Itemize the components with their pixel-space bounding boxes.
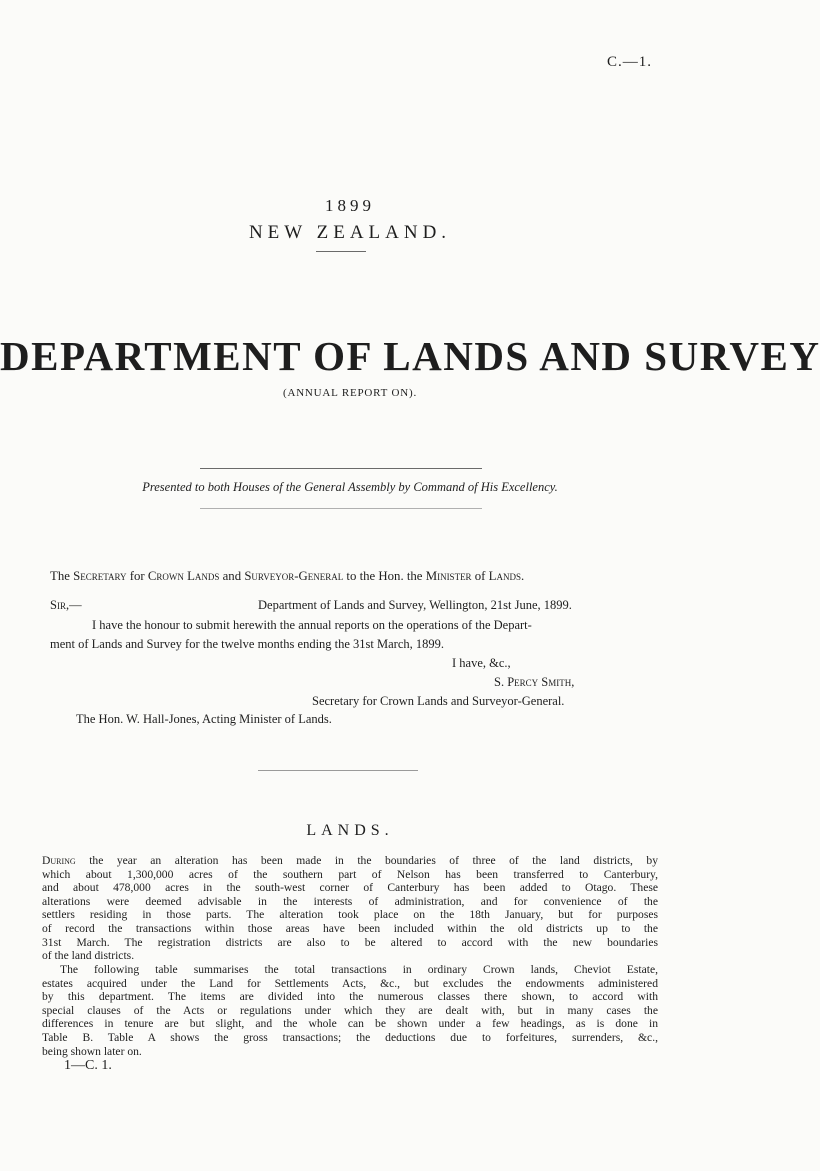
country-title: NEW ZEALAND. (248, 222, 452, 243)
report-year: 1899 (325, 196, 375, 215)
paragraph-line: The following table summarises the total transactions in ordinary Crown lands, Cheviot Estate, (60, 963, 658, 976)
paragraph-2 (42, 963, 658, 1058)
document-subtitle: (ANNUAL REPORT ON). (282, 387, 417, 399)
letter-body-line: ment of Lands and Survey for the twelve months ending the 31st March, 1899. (50, 637, 445, 651)
divider (200, 468, 482, 469)
signature: S. Percy Smith, (494, 675, 575, 689)
paragraph-line: special clauses of the Acts or regulations under which they are dealt with, but in many cases the (42, 1003, 658, 1017)
document-title: DEPARTMENT OF LANDS AND SURVEY (0, 333, 820, 379)
paragraph-line: During the year an alteration has been made in the boundaries of three of the land districts, by (42, 854, 658, 867)
section-heading: LANDS. (306, 822, 394, 839)
paragraph-1 (42, 854, 658, 963)
addressee: The Hon. W. Hall-Jones, Acting Minister of Lands. (76, 712, 332, 726)
paragraph-line: differences in tenure are but slight, and the whole can be shown under a few headings, as is done in (42, 1017, 658, 1031)
letter-address: Department of Lands and Survey, Wellington, 21st June, 1899. (258, 598, 572, 612)
paragraph-line: of the land districts. (42, 949, 135, 963)
page-signature: 1—C. 1. (64, 1058, 112, 1073)
paragraph-line: being shown later on. (42, 1044, 142, 1058)
paragraph-line: estates acquired under the Land for Settlements Acts, &c., but excludes the endowments administered (42, 976, 658, 990)
paragraph-line: Table B. Table A shows the gross transactions; the deductions due to forfeitures, surrenders, &c., (42, 1030, 658, 1044)
paragraph-line: of record the transactions within those areas have been included within the old districts up to the (42, 921, 658, 935)
paragraph-line: and about 478,000 acres in the south-west corner of Canterbury has been added to Otago. These (42, 881, 658, 895)
divider (258, 770, 418, 771)
paragraph-line: 31st March. The registration districts are also to be altered to accord with the new boundaries (42, 935, 658, 949)
divider (316, 251, 366, 252)
divider (200, 508, 482, 509)
letter-closing: I have, &c., (452, 656, 511, 670)
signature-title: Secretary for Crown Lands and Surveyor-General. (312, 694, 565, 708)
presentation-note: Presented to both Houses of the General Assembly by Command of His Excellency. (142, 480, 558, 494)
salutation: Sir,— (50, 598, 82, 612)
paragraph-line: which about 1,300,000 acres of the southern part of Nelson has been transferred to Canterbury, (42, 867, 658, 881)
paragraph-line: settlers residing in those parts. The alteration took place on the 18th January, but for purposes (42, 908, 658, 922)
letter-heading: The Secretary for Crown Lands and Surveyor-General to the Hon. the Minister of Lands. (50, 569, 525, 583)
letter-body-line: I have the honour to submit herewith the annual reports on the operations of the Depart- (92, 618, 532, 632)
page-reference: C.—1. (606, 54, 652, 70)
paragraph-line: by this department. The items are divided into the numerous classes there shown, to accord with (42, 990, 658, 1004)
paragraph-line: alterations were deemed advisable in the interests of administration, and for convenience of the (42, 894, 658, 908)
